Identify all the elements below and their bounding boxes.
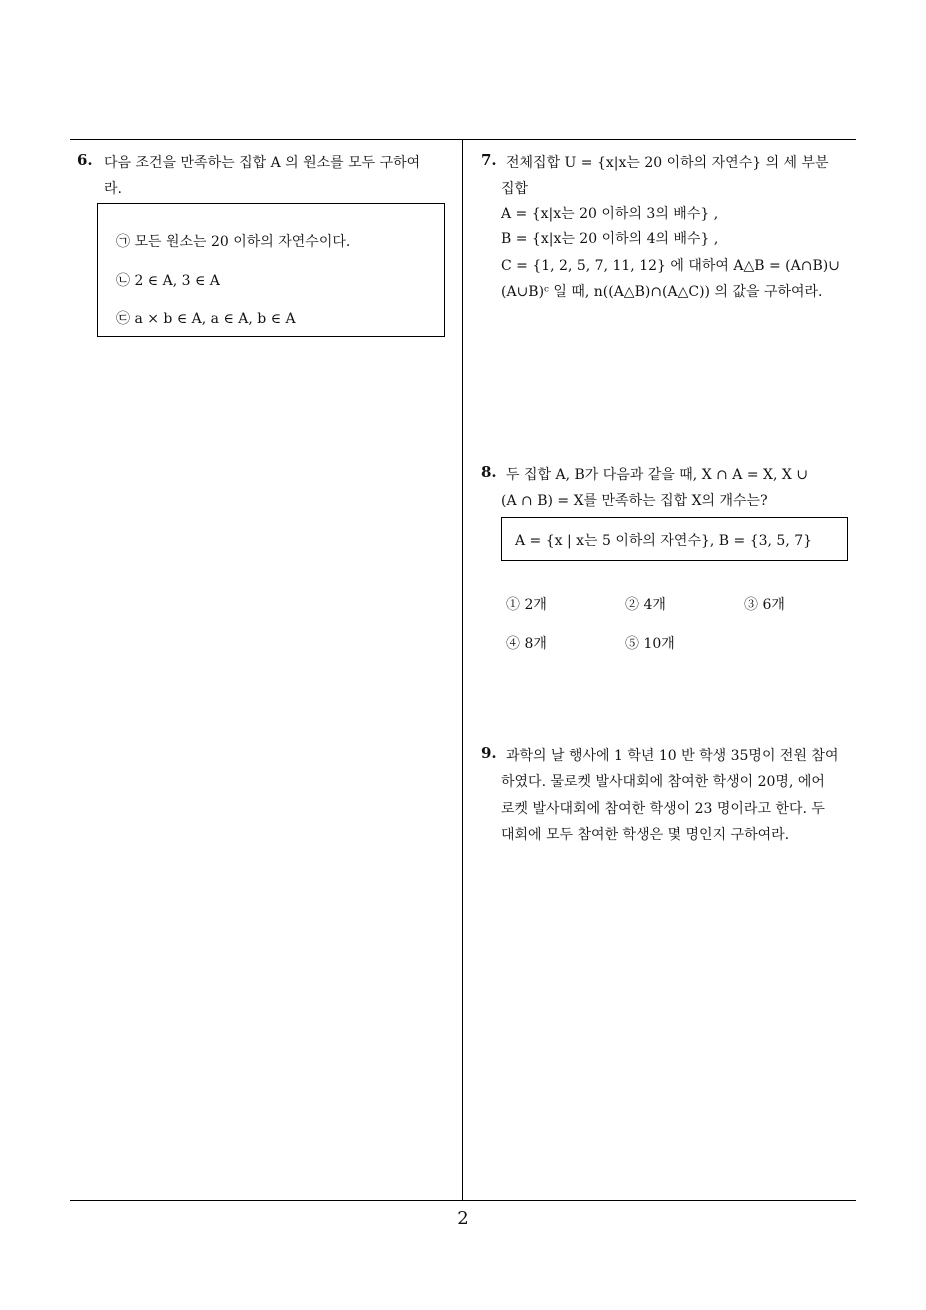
q8-choice-2: ② 4개 xyxy=(625,597,666,613)
bottom-rule xyxy=(70,1200,856,1201)
q7-line-5: C = {1, 2, 5, 7, 11, 12} 에 대하여 A△B = (A∩B)∪ xyxy=(501,258,840,274)
q6-text-line-1: 다음 조건을 만족하는 집합 A 의 원소를 모두 구하여 xyxy=(104,155,421,171)
top-rule xyxy=(70,139,856,140)
page-number: 2 xyxy=(457,1208,469,1229)
q8-choice-3: ③ 6개 xyxy=(744,597,785,613)
q8-text-line-1: 두 집합 A, B가 다음과 같을 때, X ∩ A = X, X ∪ xyxy=(506,467,809,483)
q9-line-3: 로켓 발사대회에 참여한 학생이 23 명이라고 한다. 두 xyxy=(501,801,825,817)
q7-line-1: 전체집합 U = {x|x는 20 이하의 자연수} 의 세 부분 xyxy=(506,155,829,171)
q9-line-1: 과학의 날 행사에 1 학년 10 반 학생 35명이 전원 참여 xyxy=(506,748,839,764)
q6-condition-3: ㉢ a × b ∈ A, a ∈ A, b ∈ A xyxy=(116,311,296,327)
q9-number: 9. xyxy=(481,744,497,762)
q8-sets-box xyxy=(501,517,848,561)
q7-line-4: B = {x|x는 20 이하의 4의 배수} , xyxy=(501,231,719,247)
q6-condition-1: ㉠ 모든 원소는 20 이하의 자연수이다. xyxy=(116,234,351,250)
q7-line-6: (A∪B)ᶜ 일 때, n((A△B)∩(A△C)) 의 값을 구하여라. xyxy=(501,284,823,300)
q6-text-line-2: 라. xyxy=(104,181,122,197)
q6-conditions-box xyxy=(97,203,445,337)
q9-line-2: 하였다. 물로켓 발사대회에 참여한 학생이 20명, 에어 xyxy=(501,774,825,790)
q7-line-3: A = {x|x는 20 이하의 3의 배수} , xyxy=(501,206,719,222)
q8-choice-4: ④ 8개 xyxy=(506,636,547,652)
column-divider xyxy=(462,140,463,1201)
q8-text-line-2: (A ∩ B) = X를 만족하는 집합 X의 개수는? xyxy=(501,493,768,509)
q8-sets-definition: A = {x | x는 5 이하의 자연수}, B = {3, 5, 7} xyxy=(515,533,813,549)
q6-condition-2: ㉡ 2 ∈ A, 3 ∈ A xyxy=(116,273,220,289)
q9-line-4: 대회에 모두 참여한 학생은 몇 명인지 구하여라. xyxy=(501,827,790,843)
q6-number: 6. xyxy=(77,151,93,169)
q7-line-2: 집합 xyxy=(501,181,529,197)
q8-choice-1: ① 2개 xyxy=(506,597,547,613)
q8-choice-5: ⑤ 10개 xyxy=(625,636,675,652)
q7-number: 7. xyxy=(481,151,497,169)
q8-number: 8. xyxy=(481,463,497,481)
